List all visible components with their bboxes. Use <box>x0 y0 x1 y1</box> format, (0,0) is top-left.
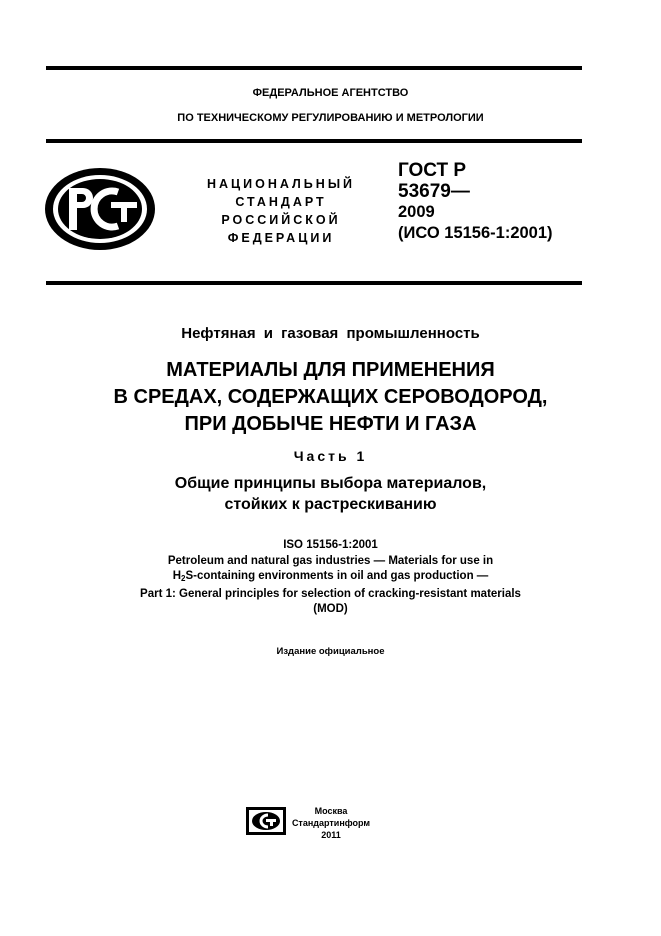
english-title-line-3: Part 1: General principles for selection of cracking-resistant materials <box>140 587 521 600</box>
agency-line-2: ПО ТЕХНИЧЕСКОМУ РЕГУЛИРОВАНИЮ И МЕТРОЛОГИИ <box>177 112 484 124</box>
rule-below-designation <box>46 281 582 285</box>
english-title-line-1: Petroleum and natural gas industries — Materials for use in <box>167 554 494 567</box>
rule-below-agency <box>46 139 582 143</box>
part-title <box>0 473 661 515</box>
rst-certification-logo-icon <box>43 166 157 252</box>
agency-line-1: ФЕДЕРАЛЬНОЕ АГЕНТСТВО <box>252 87 409 99</box>
english-title-block <box>0 538 661 618</box>
top-rule <box>46 66 582 70</box>
main-title-line-3: ПРИ ДОБЫЧЕ НЕФТИ И ГАЗА <box>184 413 477 435</box>
gost-year: 2009 <box>398 203 435 221</box>
national-standard-line-3: РОССИЙСКОЙ <box>221 213 341 227</box>
h2s-subscript: 2 <box>181 574 186 583</box>
publisher-year: 2011 <box>321 830 341 840</box>
standartinform-logo-icon <box>246 807 286 835</box>
main-title-line-2: В СРЕДАХ, СОДЕРЖАЩИХ СЕРОВОДОРОД, <box>113 386 548 408</box>
gost-number: 53679— <box>398 181 470 202</box>
official-edition-label: Издание официальное <box>276 646 385 657</box>
national-standard-line-4: ФЕДЕРАЦИИ <box>227 231 335 245</box>
main-title <box>0 357 661 438</box>
iso-equivalent: (ИСО 15156-1:2001) <box>398 224 553 242</box>
industry-title: Нефтяная и газовая промышленность <box>181 325 480 342</box>
h2s-h: H <box>172 570 181 582</box>
part-title-line-2: стойких к растрескиванию <box>224 496 437 513</box>
part-title-line-1: Общие принципы выбора материалов, <box>174 475 487 492</box>
gost-label: ГОСТ Р <box>398 160 467 181</box>
publisher-city: Москва <box>314 806 348 816</box>
h2s-rest: S-containing environments in oil and gas production — <box>185 570 489 582</box>
national-standard-line-2: СТАНДАРТ <box>235 195 327 209</box>
standard-designation <box>398 160 553 244</box>
iso-reference: ISO 15156-1:2001 <box>283 539 378 551</box>
publisher-name: Стандартинформ <box>291 818 371 828</box>
part-label: Часть 1 <box>293 448 368 464</box>
national-standard-label <box>176 175 386 247</box>
publisher-info <box>288 805 374 841</box>
main-title-line-1: МАТЕРИАЛЫ ДЛЯ ПРИМЕНЕНИЯ <box>166 359 495 381</box>
national-standard-line-1: НАЦИОНАЛЬНЫЙ <box>206 177 356 191</box>
english-title-line-2 <box>0 569 661 587</box>
english-title-line-4: (MOD) <box>313 603 348 615</box>
